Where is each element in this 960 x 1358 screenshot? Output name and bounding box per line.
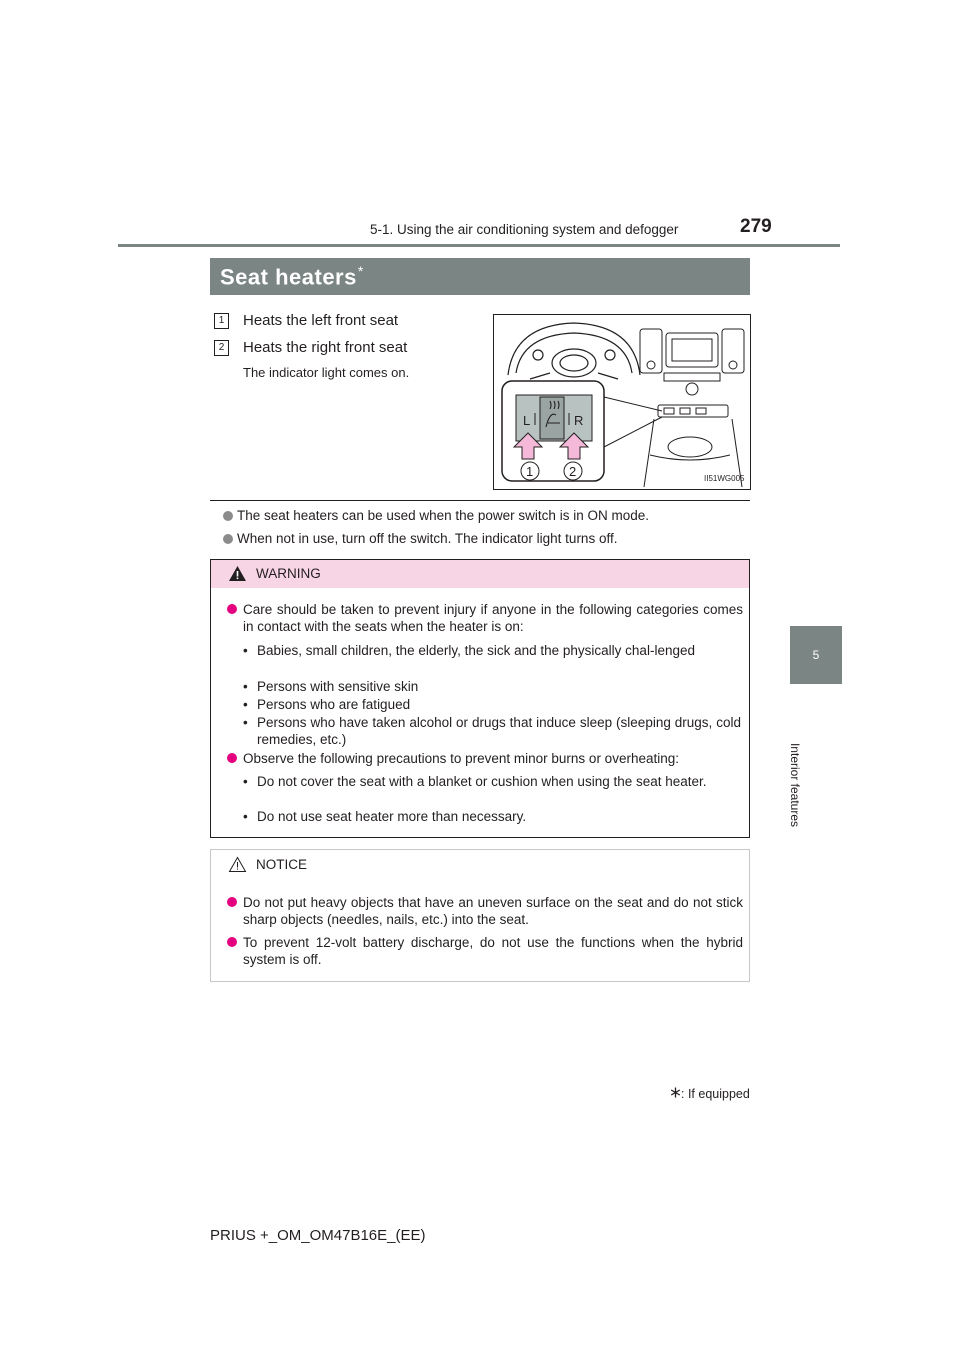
- chapter-label: Interior features: [788, 742, 802, 828]
- document-code: PRIUS +_OM_OM47B16E_(EE): [210, 1227, 426, 1244]
- callout-1-label: 1: [526, 464, 534, 479]
- item-number: 2: [214, 340, 229, 356]
- note-item: [223, 508, 649, 523]
- bullet-icon: [223, 534, 233, 544]
- seat-heater-illustration: [493, 314, 751, 490]
- notice-point: To prevent 12-volt battery discharge, do not use the functions when the hybrid system is off.: [243, 935, 743, 967]
- warning-point-2: Observe the following precautions to prevent minor burns or overheating:: [243, 751, 679, 766]
- dashboard-drawing: [494, 315, 750, 489]
- notice-box: [210, 849, 750, 982]
- note-item: [223, 531, 617, 546]
- chapter-tab: [790, 626, 842, 684]
- page-number: 279: [740, 216, 772, 237]
- note-text: The seat heaters can be used when the power switch is in ON mode.: [237, 508, 649, 523]
- footnote-text: : If equipped: [681, 1087, 750, 1101]
- bullet-icon: [227, 604, 237, 614]
- divider: [210, 500, 750, 501]
- switch-left-label: L: [523, 413, 531, 428]
- page-title-text: Seat heaters: [220, 264, 357, 290]
- bullet-icon: [227, 897, 237, 907]
- chapter-number: 5: [812, 648, 820, 662]
- note-text: When not in use, turn off the switch. The indicator light turns off.: [237, 531, 618, 546]
- warning-sub-item: • Do not cover the seat with a blanket or cushion when using the seat heater.: [243, 774, 707, 789]
- steering-wheel-icon: [508, 323, 640, 379]
- warning-sub-item: • Babies, small children, the elderly, the sick and the physically chal-lenged: [243, 643, 695, 658]
- bullet-icon: [223, 511, 233, 521]
- switch-right-label: R: [574, 413, 584, 428]
- page-title: [220, 263, 364, 290]
- bullet-icon: [227, 753, 237, 763]
- notice-title: NOTICE: [256, 857, 308, 872]
- asterisk-mark: *: [357, 263, 364, 279]
- item-number: 1: [214, 313, 229, 329]
- warning-sub-item: • Persons who have taken alcohol or drugs that induce sleep (sleeping drugs, cold remedies, etc.): [243, 715, 741, 747]
- warning-triangle-icon: [228, 565, 247, 582]
- warning-header: [211, 560, 749, 588]
- list-item: [214, 312, 398, 329]
- item-text: Heats the right front seat: [243, 339, 408, 356]
- warning-title: WARNING: [256, 566, 321, 581]
- item-text: Heats the left front seat: [243, 312, 399, 329]
- bullet-icon: [227, 937, 237, 947]
- center-console-icon: [640, 329, 744, 487]
- warning-sub-item: • Persons with sensitive skin: [243, 679, 419, 694]
- caution-triangle-icon: [228, 856, 247, 873]
- notice-point: Do not put heavy objects that have an uneven surface on the seat and do not stick sharp objects (needles, nails, etc.) into the seat.: [243, 895, 743, 927]
- indicator-note: The indicator light comes on.: [243, 365, 410, 380]
- title-bar: [210, 258, 750, 295]
- callout-2-label: 2: [569, 464, 577, 479]
- warning-sub-item: • Persons who are fatigued: [243, 697, 411, 712]
- warning-point-1: Care should be taken to prevent injury if anyone in the following categories comes in contact with the seats when the heater is on:: [243, 602, 743, 634]
- chapter-label-box: [770, 720, 820, 850]
- diagram-code: II51WG005: [704, 474, 745, 483]
- header-rule: [118, 244, 840, 247]
- asterisk-icon: [670, 1087, 681, 1098]
- footnote: [670, 1087, 750, 1101]
- list-item: [214, 339, 407, 356]
- warning-sub-item: • Do not use seat heater more than necessary.: [243, 809, 527, 824]
- warning-box: [210, 559, 750, 838]
- section-header: 5-1. Using the air conditioning system and defogger: [370, 222, 679, 237]
